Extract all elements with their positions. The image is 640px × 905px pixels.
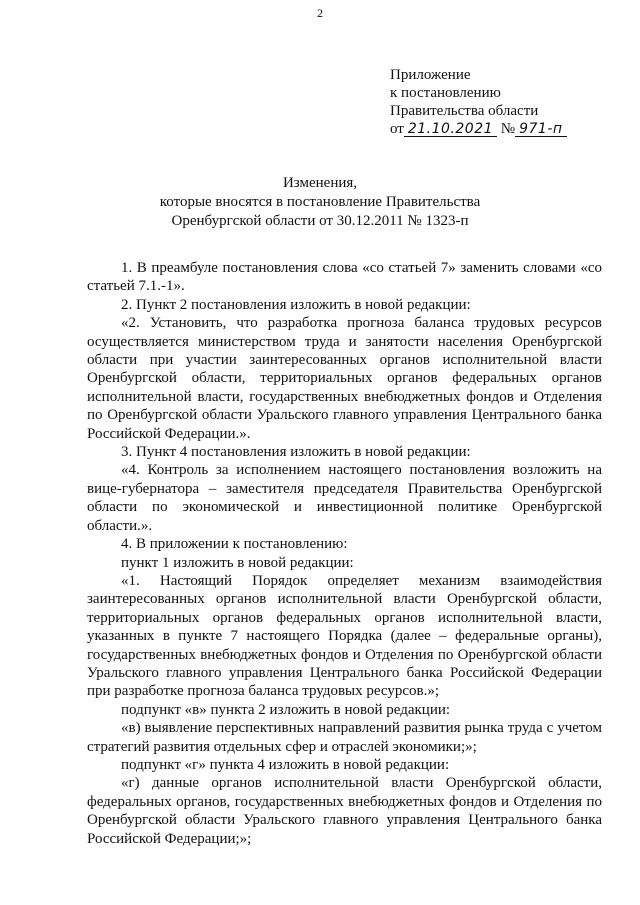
- paragraph-6: 4. В приложении к постановлению:: [121, 536, 348, 553]
- paragraph-12: «г) данные органов исполнительной власти Оренбургской области, федеральных органов, государственных внебюджетных фондов и Отделения по Оренбургской области Уральского главного управления Центрального банка Российской Федерации;»;: [87, 775, 602, 847]
- appendix-line-3: Правительства области: [390, 103, 539, 119]
- paragraph-8: «1. Настоящий Порядок определяет механизм взаимодействия заинтересованных органов исполнительной власти Оренбургской области, территориальных органов федеральных органов исполнительной власти, указанных в пункте 7 настоящего Порядка (далее – федеральные органы), государственных внебюджетных фондов и Отделения по Оренбургской области Уральского главного управления Центрального банка Российской Федерации при разработке прогноза баланса трудовых ресурсов.»;: [87, 572, 602, 700]
- appendix-date-line: [390, 120, 610, 138]
- handwritten-number: 971-п: [515, 122, 566, 137]
- appendix-header: [390, 66, 610, 138]
- from-label: от: [390, 121, 404, 137]
- title-line-2: которые вносятся в постановление Правительства: [159, 194, 481, 210]
- paragraph-2: 2. Пункт 2 постановления изложить в новой редакции:: [121, 296, 471, 313]
- paragraph-9: подпункт «в» пункта 2 изложить в новой редакции:: [121, 701, 451, 718]
- paragraph-3: «2. Установить, что разработка прогноза баланса трудовых ресурсов осуществляется министерством труда и занятости населения Оренбургской области при участии заинтересованных органов исполнительной власти Оренбургской области, территориальных органов федеральных органов исполнительной власти, государственных внебюджетных фондов и Отделения по Оренбургской области Уральского главного управления Центрального банка Российской Федерации.».: [87, 315, 602, 442]
- paragraph-11: подпункт «г» пункта 4 изложить в новой редакции:: [121, 756, 450, 773]
- handwritten-date: 21.10.2021: [404, 122, 497, 137]
- paragraph-1: 1. В преамбуле постановления слова «со статьей 7» заменить словами «со статьей 7.1.-1».: [87, 260, 602, 295]
- number-label: №: [500, 121, 516, 137]
- paragraph-7: пункт 1 изложить в новой редакции:: [121, 554, 354, 571]
- paragraph-4: 3. Пункт 4 постановления изложить в новой редакции:: [121, 444, 471, 461]
- title-line-3: Оренбургской области от 30.12.2011 № 1323-п: [171, 213, 469, 229]
- page-number: 2: [317, 6, 323, 20]
- document-body: [87, 259, 602, 848]
- paragraph-5: «4. Контроль за исполнением настоящего постановления возложить на вице-губернатора – заместителя председателя Правительства Оренбургской области по экономической и инвестиционной политике Оренбургской области.».: [87, 462, 602, 534]
- document-title: [0, 174, 640, 231]
- paragraph-10: «в) выявление перспективных направлений развития рынка труда с учетом стратегий развития отдельных сфер и отраслей экономики;»;: [87, 720, 602, 755]
- appendix-line-2: к постановлению: [390, 85, 501, 101]
- title-line-1: Изменения,: [282, 175, 358, 191]
- appendix-title: Приложение: [390, 67, 471, 83]
